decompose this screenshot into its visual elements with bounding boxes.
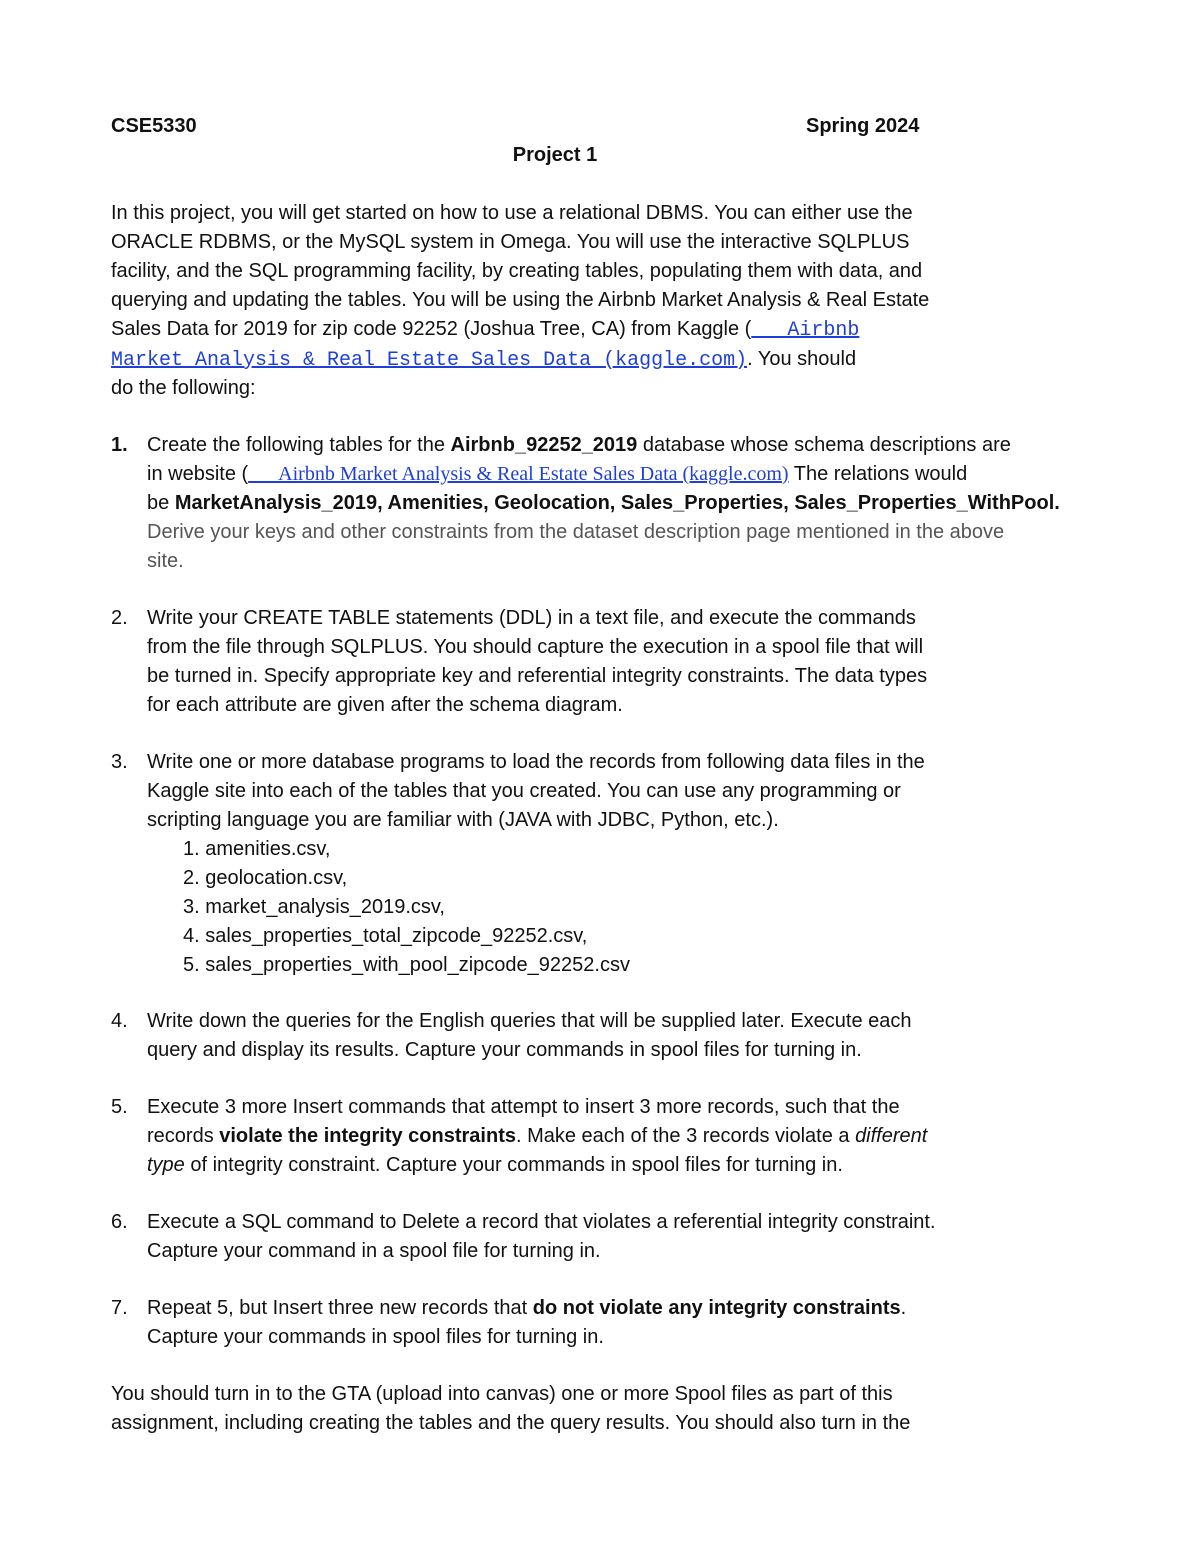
file-item: 4. sales_properties_total_zipcode_92252.csv, xyxy=(183,925,588,947)
intro-line: querying and updating the tables. You will be using the Airbnb Market Analysis & Real Estate xyxy=(111,289,930,311)
emphasis-text: do not violate any integrity constraints xyxy=(532,1297,901,1319)
item-line: Derive your keys and other constraints from the dataset description page mentioned in the above xyxy=(147,521,1005,543)
emphasis-text: violate the integrity constraints xyxy=(219,1125,516,1147)
item-number: 4. xyxy=(111,1010,128,1032)
item-text: Create the following tables for the xyxy=(147,434,451,456)
item-line xyxy=(147,489,1060,517)
item-line: Capture your command in a spool file for turning in. xyxy=(147,1240,601,1262)
intro-text: Sales Data for 2019 for zip code 92252 (Joshua Tree, CA) from Kaggle ( xyxy=(111,318,752,340)
item-number: 1. xyxy=(111,434,128,456)
kaggle-link[interactable]: Market Analysis & Real Estate Sales Data (kaggle.com) xyxy=(111,349,748,372)
item-line: scripting language you are familiar with (JAVA with JDBC, Python, etc.). xyxy=(147,809,779,831)
emphasis-text: type xyxy=(147,1154,185,1176)
item-line xyxy=(147,1122,927,1150)
item-text: . xyxy=(900,1297,907,1319)
closing-line: assignment, including creating the tables and the query results. You should also turn in the xyxy=(111,1412,911,1434)
item-line: for each attribute are given after the schema diagram. xyxy=(147,694,623,716)
file-item: 2. geolocation.csv, xyxy=(183,867,348,889)
database-name: Airbnb_92252_2019 xyxy=(450,434,638,456)
item-number: 7. xyxy=(111,1297,128,1319)
item-text: in website ( xyxy=(147,463,249,485)
item-line: Execute a SQL command to Delete a record that violates a referential integrity constraint. xyxy=(147,1211,936,1233)
item-line: Capture your commands in spool files for turning in. xyxy=(147,1326,604,1348)
item-line: site. xyxy=(147,550,184,572)
item-number: 3. xyxy=(111,751,128,773)
relation-names: MarketAnalysis_2019, Amenities, Geolocation, Sales_Properties, Sales_Properties_WithPool. xyxy=(174,492,1060,514)
item-line: Execute 3 more Insert commands that attempt to insert 3 more records, such that the xyxy=(147,1096,900,1118)
intro-line xyxy=(111,345,856,375)
item-line: from the file through SQLPLUS. You should capture the execution in a spool file that will xyxy=(147,636,924,658)
item-text: database whose schema descriptions are xyxy=(637,434,1011,456)
file-item: 1. amenities.csv, xyxy=(183,838,331,860)
intro-line: ORACLE RDBMS, or the MySQL system in Omega. You will use the interactive SQLPLUS xyxy=(111,231,910,253)
intro-line: do the following: xyxy=(111,377,256,399)
item-line: Write your CREATE TABLE statements (DDL) in a text file, and execute the commands xyxy=(147,607,916,629)
item-line: be turned in. Specify appropriate key and referential integrity constraints. The data types xyxy=(147,665,928,687)
intro-line: In this project, you will get started on how to use a relational DBMS. You can either use the xyxy=(111,202,913,224)
intro-text: . You should xyxy=(747,348,857,370)
item-text: Repeat 5, but Insert three new records that xyxy=(147,1297,533,1319)
item-text: . Make each of the 3 records violate a xyxy=(515,1125,856,1147)
item-line xyxy=(147,431,1011,459)
item-line: Write down the queries for the English queries that will be supplied later. Execute each xyxy=(147,1010,912,1032)
kaggle-link[interactable]: ___Airbnb Market Analysis & Real Estate Sales Data (kaggle.com) xyxy=(248,463,789,485)
term: Spring 2024 xyxy=(806,115,920,137)
item-line xyxy=(147,460,967,488)
item-number: 2. xyxy=(111,607,128,629)
intro-line: facility, and the SQL programming facility, by creating tables, populating them with data, and xyxy=(111,260,923,282)
page-title: Project 1 xyxy=(512,144,598,166)
item-line: query and display its results. Capture your commands in spool files for turning in. xyxy=(147,1039,862,1061)
item-line xyxy=(147,1151,843,1179)
item-line: Kaggle site into each of the tables that you created. You can use any programming or xyxy=(147,780,901,802)
item-number: 6. xyxy=(111,1211,128,1233)
item-text: of integrity constraint. Capture your commands in spool files for turning in. xyxy=(184,1154,843,1176)
file-item: 3. market_analysis_2019.csv, xyxy=(183,896,445,918)
item-text: be xyxy=(147,492,175,514)
item-line xyxy=(147,1294,906,1322)
closing-line: You should turn in to the GTA (upload into canvas) one or more Spool files as part of this xyxy=(111,1383,893,1405)
item-text: records xyxy=(147,1125,220,1147)
kaggle-link[interactable]: ___Airbnb xyxy=(751,319,860,342)
file-item: 5. sales_properties_with_pool_zipcode_92252.csv xyxy=(183,954,630,976)
item-number: 5. xyxy=(111,1096,128,1118)
item-text: The relations would xyxy=(788,463,968,485)
course-code: CSE5330 xyxy=(111,115,197,137)
intro-line xyxy=(111,315,859,345)
item-line: Write one or more database programs to load the records from following data files in the xyxy=(147,751,925,773)
emphasis-text: different xyxy=(855,1125,928,1147)
